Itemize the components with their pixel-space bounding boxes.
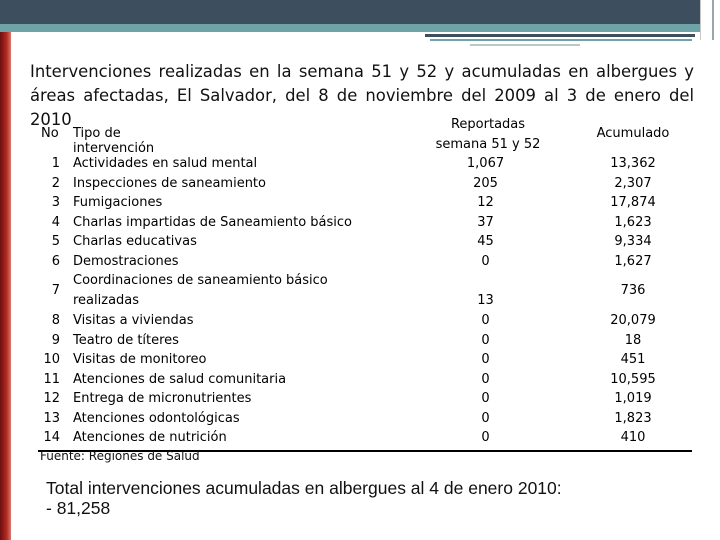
- row-tipo: Inspecciones de saneamiento: [73, 175, 266, 191]
- row-reportadas: 0: [481, 313, 490, 328]
- row-acumulado: 20,079: [610, 313, 656, 328]
- row-reportadas: 45: [477, 234, 494, 249]
- row-tipo-line2: realizadas: [73, 292, 140, 308]
- slide-title-line1: Intervenciones realizadas en la semana 51 y 52 y acumuladas en albergues y: [30, 62, 694, 81]
- accent-line: [430, 39, 692, 41]
- row-no: 3: [51, 195, 60, 210]
- table-row: [38, 428, 692, 448]
- table-row: [38, 409, 692, 429]
- header-reportadas-line1: Reportadas: [450, 117, 526, 132]
- row-acumulado: 1,627: [614, 253, 652, 269]
- row-tipo: Entrega de micronutrientes: [73, 391, 252, 406]
- total-summary-line2: - 81,258: [46, 498, 111, 518]
- row-reportadas: 0: [481, 352, 490, 367]
- row-acumulado: 18: [624, 332, 642, 348]
- row-tipo: Charlas impartidas de Saneamiento básico: [73, 214, 352, 230]
- row-acumulado: 9,334: [614, 234, 652, 249]
- table-row: [38, 271, 692, 311]
- slide-title: [30, 60, 694, 132]
- row-tipo: Visitas de monitoreo: [73, 352, 207, 367]
- left-stripe-decoration: [0, 32, 11, 540]
- table-row: [38, 311, 692, 331]
- table-row: [38, 213, 692, 233]
- row-tipo: Fumigaciones: [73, 195, 163, 210]
- table-row: [38, 252, 692, 272]
- row-reportadas: 13: [477, 293, 494, 308]
- row-tipo: [73, 271, 403, 310]
- row-no: 2: [51, 175, 60, 191]
- row-no: 6: [51, 253, 60, 269]
- table-row: [38, 331, 692, 351]
- row-tipo-line1: Coordinaciones de saneamiento básico: [73, 273, 328, 288]
- row-acumulado: 17,874: [610, 195, 656, 210]
- total-summary: [46, 478, 562, 518]
- row-no: 5: [51, 234, 60, 249]
- row-acumulado: 13,362: [610, 156, 656, 171]
- row-reportadas: 0: [481, 430, 490, 445]
- corner-decoration: [700, 0, 720, 40]
- total-summary-line1: Total intervenciones acumuladas en albergues al 4 de enero 2010:: [46, 478, 562, 498]
- row-reportadas: 0: [481, 391, 490, 406]
- row-no: 1: [51, 156, 60, 171]
- row-acumulado: 2,307: [614, 175, 652, 191]
- header-bar-dark: [0, 0, 700, 24]
- header-acumulado: Acumulado: [596, 126, 670, 141]
- corner-line: [712, 0, 714, 40]
- accent-line: [470, 44, 580, 46]
- row-no: 9: [51, 332, 60, 348]
- row-no: 7: [51, 283, 60, 298]
- header-no: No: [41, 126, 59, 141]
- row-no: 4: [51, 214, 60, 230]
- row-acumulado: 1,823: [614, 410, 652, 426]
- row-reportadas: 0: [481, 253, 490, 269]
- row-no: 8: [51, 313, 60, 328]
- slide-title-line2: áreas afectadas, El Salvador, del 8 de noviembre del 2009 al 3 de enero del 2010: [30, 86, 694, 129]
- table-row: [38, 193, 692, 213]
- row-reportadas: 0: [481, 371, 490, 387]
- table-row: [38, 174, 692, 194]
- row-acumulado: 410: [620, 430, 646, 445]
- row-acumulado: 451: [620, 352, 646, 367]
- row-tipo: Charlas educativas: [73, 234, 197, 249]
- row-no: 10: [43, 352, 60, 367]
- table-row: [38, 389, 692, 409]
- row-acumulado: 736: [620, 283, 646, 298]
- row-reportadas: 0: [481, 332, 490, 348]
- row-no: 13: [43, 410, 60, 426]
- table-row: [38, 350, 692, 370]
- row-acumulado: 10,595: [610, 371, 656, 387]
- row-tipo: Atenciones de salud comunitaria: [73, 371, 287, 387]
- row-reportadas: 37: [477, 214, 494, 230]
- header-tipo: Tipo de intervención: [73, 126, 155, 156]
- source-note: Fuente: Regiones de Salud: [40, 449, 200, 463]
- accent-line: [425, 34, 695, 37]
- row-tipo: Atenciones odontológicas: [73, 410, 240, 426]
- row-acumulado: 1,019: [614, 391, 652, 406]
- row-acumulado: 1,623: [614, 214, 652, 230]
- header-reportadas-line2: semana 51 y 52: [435, 137, 541, 152]
- table-row: [38, 370, 692, 390]
- row-tipo: Atenciones de nutrición: [73, 430, 227, 445]
- row-tipo: Demostraciones: [73, 253, 179, 269]
- row-tipo: Teatro de títeres: [73, 332, 179, 348]
- row-no: 12: [43, 391, 60, 406]
- header-reportadas: [418, 115, 558, 155]
- row-no: 11: [43, 371, 60, 387]
- row-reportadas: 0: [481, 410, 490, 426]
- row-tipo: Visitas a viviendas: [73, 313, 194, 328]
- row-no: 14: [43, 430, 60, 445]
- row-reportadas: 12: [477, 195, 494, 210]
- row-reportadas: 1,067: [466, 156, 505, 171]
- table-row: [38, 232, 692, 252]
- row-reportadas: 205: [473, 175, 498, 191]
- row-tipo: Actividades en salud mental: [73, 156, 258, 171]
- header-bar-teal: [0, 24, 700, 32]
- table-row: [38, 154, 692, 174]
